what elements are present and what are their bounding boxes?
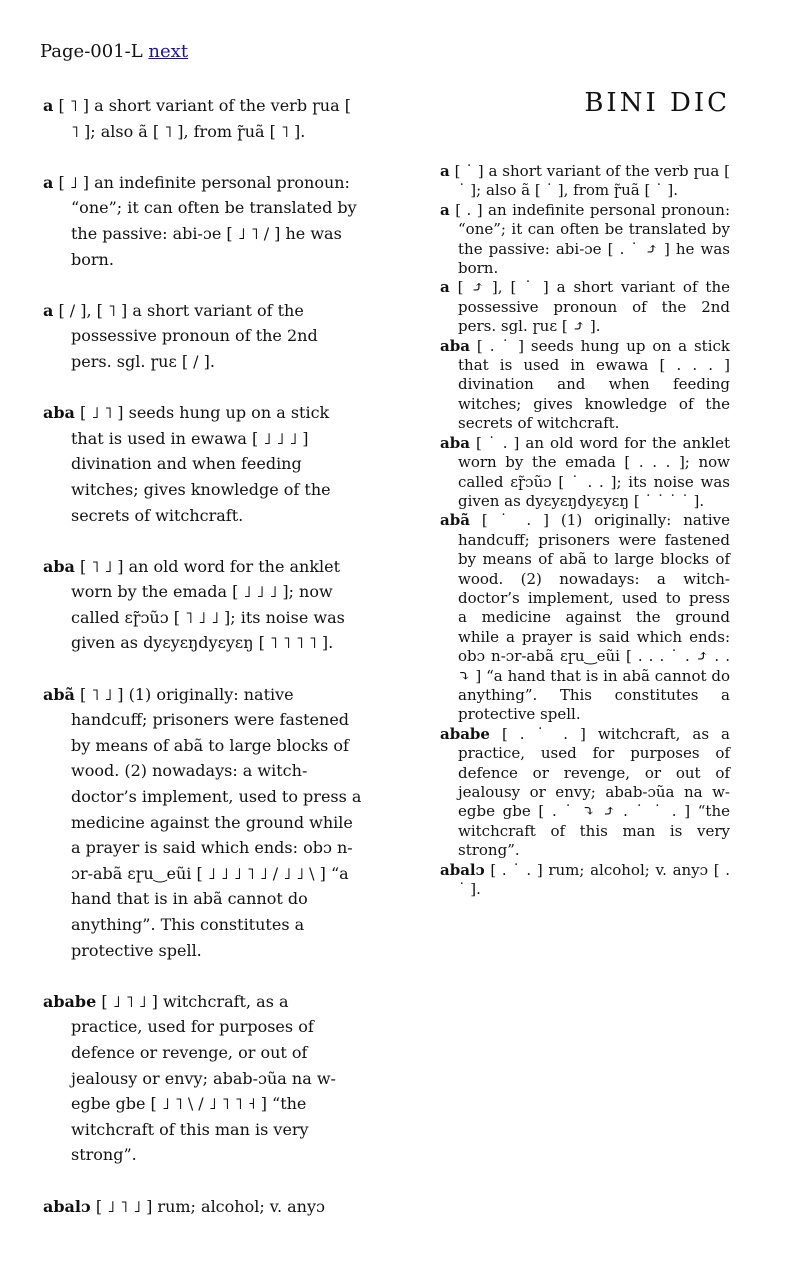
entry-definition: [ ˥ ˩ ] (1) originally: native handcuff; prisoners were fastened by means of abã to large blocks of wood. (2) nowadays: a witch-doctor’s implement, used to press a medicine against the ground while a prayer is said which ends: obɔ n-ɔr-abã ɛɼu‿eũi [ ˩ ˩ ˩ ˥ ˩ / ˩ ˩ \ ] “a hand that is in abã cannot do anything”. This constitutes a protective spell. (71, 684, 362, 960)
scan-definition: [ ⤴ ], [ ˙ ] a short variant of the possessive pronoun of the 2nd pers. sgl. ɼuɛ [ ⤴ ]. (449, 278, 730, 336)
entry-definition: [ / ], [ ˥ ] a short variant of the possessive pronoun of the 2nd pers. sgl. ɼuɛ [ / ]. (53, 300, 318, 371)
entry-headword: aba (43, 403, 75, 423)
scan-headword: a (440, 200, 450, 219)
entry-headword: aba (43, 556, 75, 576)
entry-headword: abalɔ (43, 1196, 91, 1216)
dictionary-entry (43, 554, 363, 656)
entry-headword: a (43, 300, 54, 320)
scan-headword: abalɔ (440, 860, 485, 879)
entry-headword: a (43, 172, 54, 192)
page-label: Page-001-L (40, 41, 143, 62)
scan-definition: [ . ] an indefinite personal pronoun: “one”; it can often be translated by the passive: abi-ɔe [ . ˙ ⤴ ] he was born. (449, 200, 730, 278)
entry-headword: abã (43, 684, 75, 704)
scan-definition: [ ˙ ] a short variant of the verb ɼua [ ˙ ]; also ã [ ˙ ], from ɼ̃uã [ ˙ ]. (449, 162, 730, 200)
entry-definition: [ ˥ ] a short variant of the verb ɼua [ ˥ ]; also ã [ ˥ ], from ɼ̃uã [ ˥ ]. (53, 96, 351, 141)
entry-headword: a (43, 96, 54, 115)
dictionary-entry (43, 989, 363, 1168)
scan-entry (440, 861, 730, 900)
scan-headword: a (440, 278, 450, 297)
scan-definition: [ . ˙ ] seeds hung up on a stick that is used in ewawa [ . . . ] divination and when feeding witches; gives knowledge of the secrets of witchcraft. (458, 336, 730, 433)
scan-entry (440, 201, 730, 279)
entry-headword: ababe (43, 991, 97, 1011)
scan-entry (440, 162, 730, 201)
scan-headword: ababe (440, 724, 490, 743)
dictionary-entry (43, 1194, 363, 1220)
scan-definition: [ ˙ . ] (1) originally: native handcuff; prisoners were fastened by means of abã to large blocks of wood. (2) nowadays: a witch-doctor’s implement, used to press a medicine against the ground while a prayer is said which ends: obɔ n-ɔr-abã ɛɼu‿eũi [ . . . ˙ . ⤴ . . ⤵ ] “a hand that is in abã cannot do anything”. This constitutes a protective spell. (458, 511, 730, 724)
scan-headword: aba (440, 433, 470, 452)
entry-definition: [ ˩ ˥ ˩ ] rum; alcohol; v. anyɔ (90, 1196, 325, 1216)
scan-entry (440, 434, 730, 512)
scan-entry (440, 511, 730, 724)
scan-headword: abã (440, 511, 470, 530)
entry-definition: [ ˥ ˩ ] an old word for the anklet worn by the emada [ ˩ ˩ ˩ ]; now called ɛɼ̃ɔũɔ [ ˥ ˩ ˩ ]; its noise was given as dyɛyɛŋdyɛyɛŋ [ ˥ ˥ ˥ ˥ ]. (71, 556, 345, 653)
next-page-link[interactable]: next (148, 41, 189, 62)
scan-definition: [ . ˙ . ] witchcraft, as a practice, used for purposes of defence or revenge, or out of jealousy or envy; abab-ɔũa na w-egbe gbe [ . ˙ ⤵ ⤴ . ˙ ˙ . ] “the witchcraft of this man is very strong”. (458, 724, 730, 860)
scan-entry (440, 725, 730, 861)
scan-headword: a (440, 162, 450, 180)
transcription-column (43, 93, 363, 1245)
dictionary-entry (43, 298, 363, 375)
page-navigation (40, 40, 188, 64)
scan-headword: aba (440, 336, 470, 355)
scan-definition: [ ˙ . ] an old word for the anklet worn by the emada [ . . . ]; now called ɛɼ̃ɔũɔ [ ˙ . . ]; its noise was given as dyɛyɛŋdyɛyɛŋ [ ˙ ˙ ˙ ˙ ]. (458, 433, 730, 510)
scan-entry (440, 337, 730, 434)
scan-running-header: BINI DIC (584, 88, 730, 118)
dictionary-entry (43, 400, 363, 528)
entry-definition: [ ˩ ˥ ˩ ] witchcraft, as a practice, used for purposes of defence or revenge, or out of jealousy or envy; abab-ɔũa na w-egbe gbe [ ˩ ˥ \ / ˩ ˥ ˥ ˧ ] “the witchcraft of this man is very strong”. (71, 991, 336, 1165)
dictionary-entry (43, 93, 363, 144)
dictionary-entry (43, 682, 363, 964)
scan-definition: [ . ˙ . ] rum; alcohol; v. anyɔ [ . ˙ ]. (458, 860, 730, 899)
entry-definition: [ ˩ ] an indefinite personal pronoun: “one”; it can often be translated by the passive: abi-ɔe [ ˩ ˥ / ] he was born. (53, 172, 357, 269)
scanned-page-image (440, 88, 730, 899)
entry-definition: [ ˩ ˥ ] seeds hung up on a stick that is used in ewawa [ ˩ ˩ ˩ ] divination and when feeding witches; gives knowledge of the secrets of witchcraft. (71, 403, 331, 525)
dictionary-entry (43, 170, 363, 272)
scan-entry (440, 278, 730, 336)
